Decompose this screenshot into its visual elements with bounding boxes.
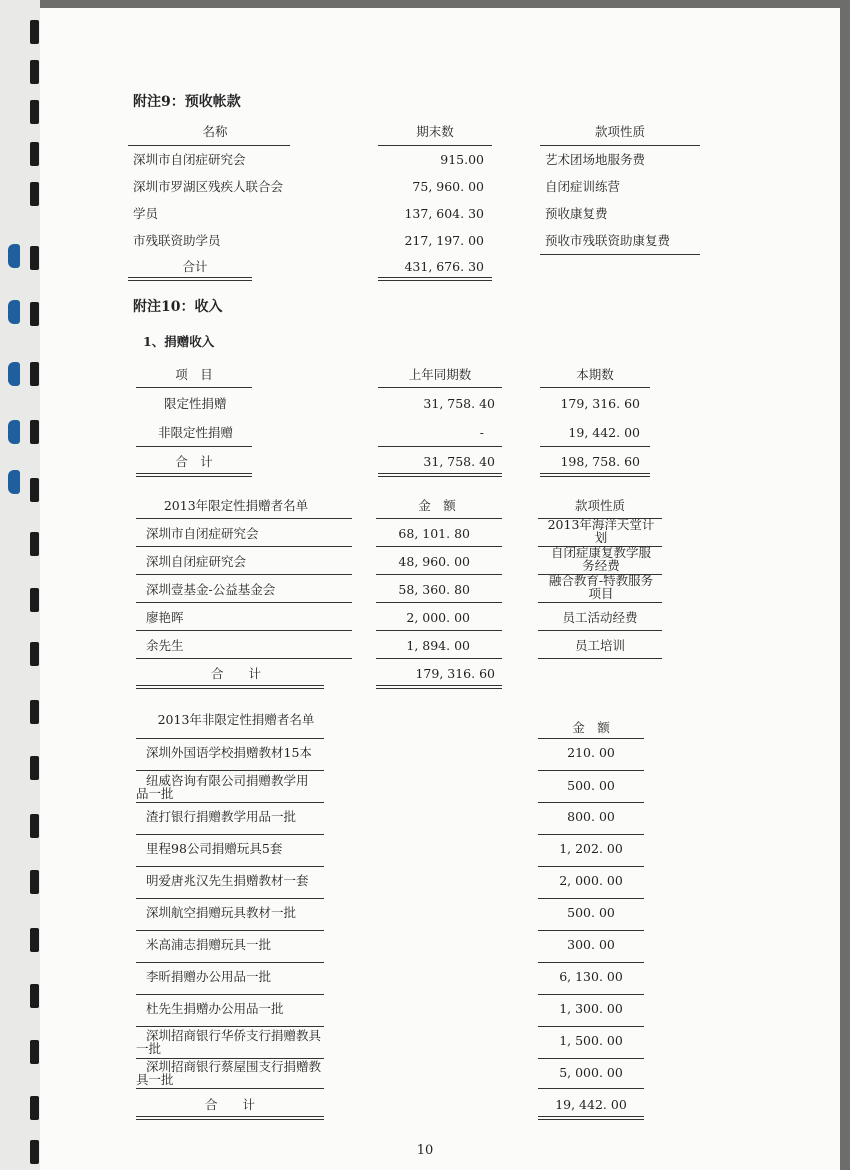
binding-ring [30, 1096, 39, 1120]
rule [378, 387, 502, 388]
note9-header-amount: 期末数 [416, 124, 454, 139]
rule [538, 930, 644, 931]
rule [538, 630, 662, 631]
double-rule [136, 685, 324, 689]
row-amount: 75, 960. 00 [412, 179, 484, 194]
rule [378, 145, 492, 146]
row-amount: 1, 500. 00 [559, 1033, 623, 1048]
row-name: 深圳招商银行蔡屋围支行捐赠教具一批 [136, 1059, 322, 1087]
row-amount: 500. 00 [567, 778, 615, 793]
binding-ring [30, 928, 39, 952]
row-nature: 预收市残联资助康复费 [545, 233, 671, 248]
rule [376, 630, 502, 631]
row-item: 限定性捐赠 [164, 396, 227, 411]
rule [136, 658, 352, 659]
rule [136, 1088, 324, 1089]
rule [378, 446, 502, 447]
double-rule [540, 473, 650, 477]
document-page [40, 8, 840, 1170]
row-amount: 1, 300. 00 [559, 1001, 623, 1016]
row-name: 明爱唐兆汉先生捐赠教材一套 [146, 873, 309, 888]
row-name: 学员 [133, 206, 159, 221]
rule [540, 387, 650, 388]
binding-ring [30, 302, 39, 326]
rule [538, 962, 644, 963]
row-nature: 员工培训 [574, 638, 625, 653]
row-name: 米高浦志捐赠玩具一批 [146, 937, 272, 952]
page-number: 10 [416, 1143, 434, 1158]
rule [376, 602, 502, 603]
row-name: 纽威咨询有限公司捐赠教学用品一批 [136, 773, 309, 801]
rule [538, 802, 644, 803]
binding-ring [30, 478, 39, 502]
rule [540, 145, 700, 146]
rule [136, 866, 324, 867]
note9-header-nature: 款项性质 [594, 124, 645, 139]
rule [540, 254, 700, 255]
note9-total-label: 合计 [182, 259, 208, 274]
unrestricted-total-label: 合 计 [204, 1097, 255, 1112]
row-amount: 300. 00 [567, 937, 615, 952]
row-prior: 31, 758. 40 [423, 396, 495, 411]
binding-ring [30, 182, 39, 206]
double-rule [538, 1116, 644, 1120]
binding-ring [30, 142, 39, 166]
double-rule [376, 685, 502, 689]
unrestricted-header-amount: 金 额 [572, 720, 610, 735]
row-name: 深圳市罗湖区残疾人联合会 [133, 179, 284, 194]
row-amount: 1, 894. 00 [406, 638, 470, 653]
row-amount: 217, 197. 00 [404, 233, 484, 248]
restricted-total-amount: 179, 316. 60 [415, 666, 495, 681]
binding-clip [8, 244, 20, 268]
row-name: 里程98公司捐赠玩具5套 [146, 841, 283, 856]
rule [136, 446, 252, 447]
row-amount: 800. 00 [567, 809, 615, 824]
rule [136, 770, 324, 771]
rule [136, 518, 352, 519]
unrestricted-total-amount: 19, 442. 00 [555, 1097, 627, 1112]
row-current: 179, 316. 60 [560, 396, 640, 411]
rule [538, 658, 662, 659]
income-total-current: 198, 758. 60 [560, 454, 640, 469]
rule [136, 994, 324, 995]
binding-ring [30, 700, 39, 724]
double-rule [128, 277, 252, 281]
binding-clip [8, 470, 20, 494]
row-name: 深圳航空捐赠玩具教材一批 [146, 905, 297, 920]
row-name: 深圳外国语学校捐赠教材15本 [146, 745, 312, 760]
restricted-header-name: 2013年限定性捐赠者名单 [163, 498, 309, 513]
binding-clip [8, 420, 20, 444]
rule [376, 658, 502, 659]
row-amount: 500. 00 [567, 905, 615, 920]
rule [376, 574, 502, 575]
row-nature: 2013年海洋天堂计划 [547, 517, 655, 545]
row-name: 深圳市自闭症研究会 [146, 526, 259, 541]
income-header-item: 项 目 [175, 367, 213, 382]
rule [136, 574, 352, 575]
row-name: 李昕捐赠办公用品一批 [146, 969, 272, 984]
row-name: 余先生 [146, 638, 184, 653]
row-amount: 915.00 [440, 152, 484, 167]
row-nature: 自闭症训练营 [545, 179, 621, 194]
rule [136, 962, 324, 963]
row-amount: 68, 101. 80 [398, 526, 470, 541]
rule [376, 546, 502, 547]
double-rule [378, 473, 502, 477]
row-name: 深圳壹基金-公益基金会 [146, 582, 276, 597]
rule [538, 994, 644, 995]
rule [538, 898, 644, 899]
double-rule [378, 277, 492, 281]
row-nature: 自闭症康复教学服务经费 [550, 545, 651, 573]
rule [538, 1058, 644, 1059]
row-item: 非限定性捐赠 [158, 425, 234, 440]
rule [128, 145, 290, 146]
double-rule [136, 1116, 324, 1120]
rule [376, 518, 502, 519]
rule [538, 834, 644, 835]
income-total-prior: 31, 758. 40 [423, 454, 495, 469]
unrestricted-header-name: 2013年非限定性捐赠者名单 [157, 712, 315, 727]
binding-ring [30, 870, 39, 894]
binding-ring [30, 756, 39, 780]
row-amount: 2, 000. 00 [406, 610, 470, 625]
rule [136, 738, 324, 739]
row-name: 市残联资助学员 [133, 233, 221, 248]
binding-ring [30, 642, 39, 666]
row-nature: 预收康复费 [545, 206, 608, 221]
row-prior: - [479, 425, 484, 440]
binding-ring [30, 20, 39, 44]
binding-ring [30, 362, 39, 386]
row-amount: 137, 604. 30 [404, 206, 484, 221]
rule [136, 834, 324, 835]
rule [136, 898, 324, 899]
rule [136, 546, 352, 547]
restricted-header-nature: 款项性质 [574, 498, 625, 513]
rule [136, 930, 324, 931]
binding-ring [30, 420, 39, 444]
rule [136, 802, 324, 803]
row-name: 杜先生捐赠办公用品一批 [146, 1001, 284, 1016]
binding-ring [30, 1140, 39, 1164]
row-name: 深圳市自闭症研究会 [133, 152, 246, 167]
rule [136, 602, 352, 603]
binding-ring [30, 60, 39, 84]
binding-ring [30, 588, 39, 612]
rule [538, 866, 644, 867]
row-nature: 员工活动经费 [562, 610, 638, 625]
row-name: 深圳招商银行华侨支行捐赠教具一批 [136, 1028, 322, 1056]
binding-ring [30, 1040, 39, 1064]
row-amount: 58, 360. 80 [398, 582, 470, 597]
spiral-binding-strip [0, 0, 40, 1170]
restricted-header-amount: 金 额 [418, 498, 456, 513]
income-total-label: 合 计 [175, 454, 213, 469]
restricted-total-label: 合 计 [210, 666, 261, 681]
note10-title: 附注10：收入 [133, 299, 223, 315]
binding-ring [30, 532, 39, 556]
rule [538, 770, 644, 771]
binding-ring [30, 100, 39, 124]
rule [136, 1026, 324, 1027]
binding-clip [8, 300, 20, 324]
rule [136, 630, 352, 631]
row-amount: 6, 130. 00 [559, 969, 623, 984]
row-amount: 2, 000. 00 [559, 873, 623, 888]
row-nature: 艺术团场地服务费 [545, 152, 646, 167]
row-amount: 1, 202. 00 [559, 841, 623, 856]
row-name: 廖艳晖 [146, 610, 184, 625]
note9-title: 附注9：预收帐款 [133, 94, 241, 110]
rule [538, 602, 662, 603]
row-name: 渣打银行捐赠教学用品一批 [146, 809, 297, 824]
double-rule [136, 473, 252, 477]
note9-total-amount: 431, 676. 30 [404, 259, 484, 274]
binding-clip [8, 362, 20, 386]
note9-header-name: 名称 [202, 124, 228, 139]
rule [540, 446, 650, 447]
row-current: 19, 442. 00 [568, 425, 640, 440]
note10-sub1: 1、捐赠收入 [143, 334, 215, 349]
rule [136, 387, 252, 388]
rule [538, 1026, 644, 1027]
rule [538, 1088, 644, 1089]
income-header-prior: 上年同期数 [408, 367, 472, 382]
row-name: 深圳自闭症研究会 [146, 554, 247, 569]
binding-ring [30, 984, 39, 1008]
row-amount: 5, 000. 00 [559, 1065, 623, 1080]
rule [538, 738, 644, 739]
row-amount: 210. 00 [567, 745, 615, 760]
row-nature: 融合教育-特教服务项目 [548, 573, 654, 601]
binding-ring [30, 246, 39, 270]
binding-ring [30, 814, 39, 838]
row-amount: 48, 960. 00 [398, 554, 470, 569]
income-header-current: 本期数 [576, 367, 614, 382]
